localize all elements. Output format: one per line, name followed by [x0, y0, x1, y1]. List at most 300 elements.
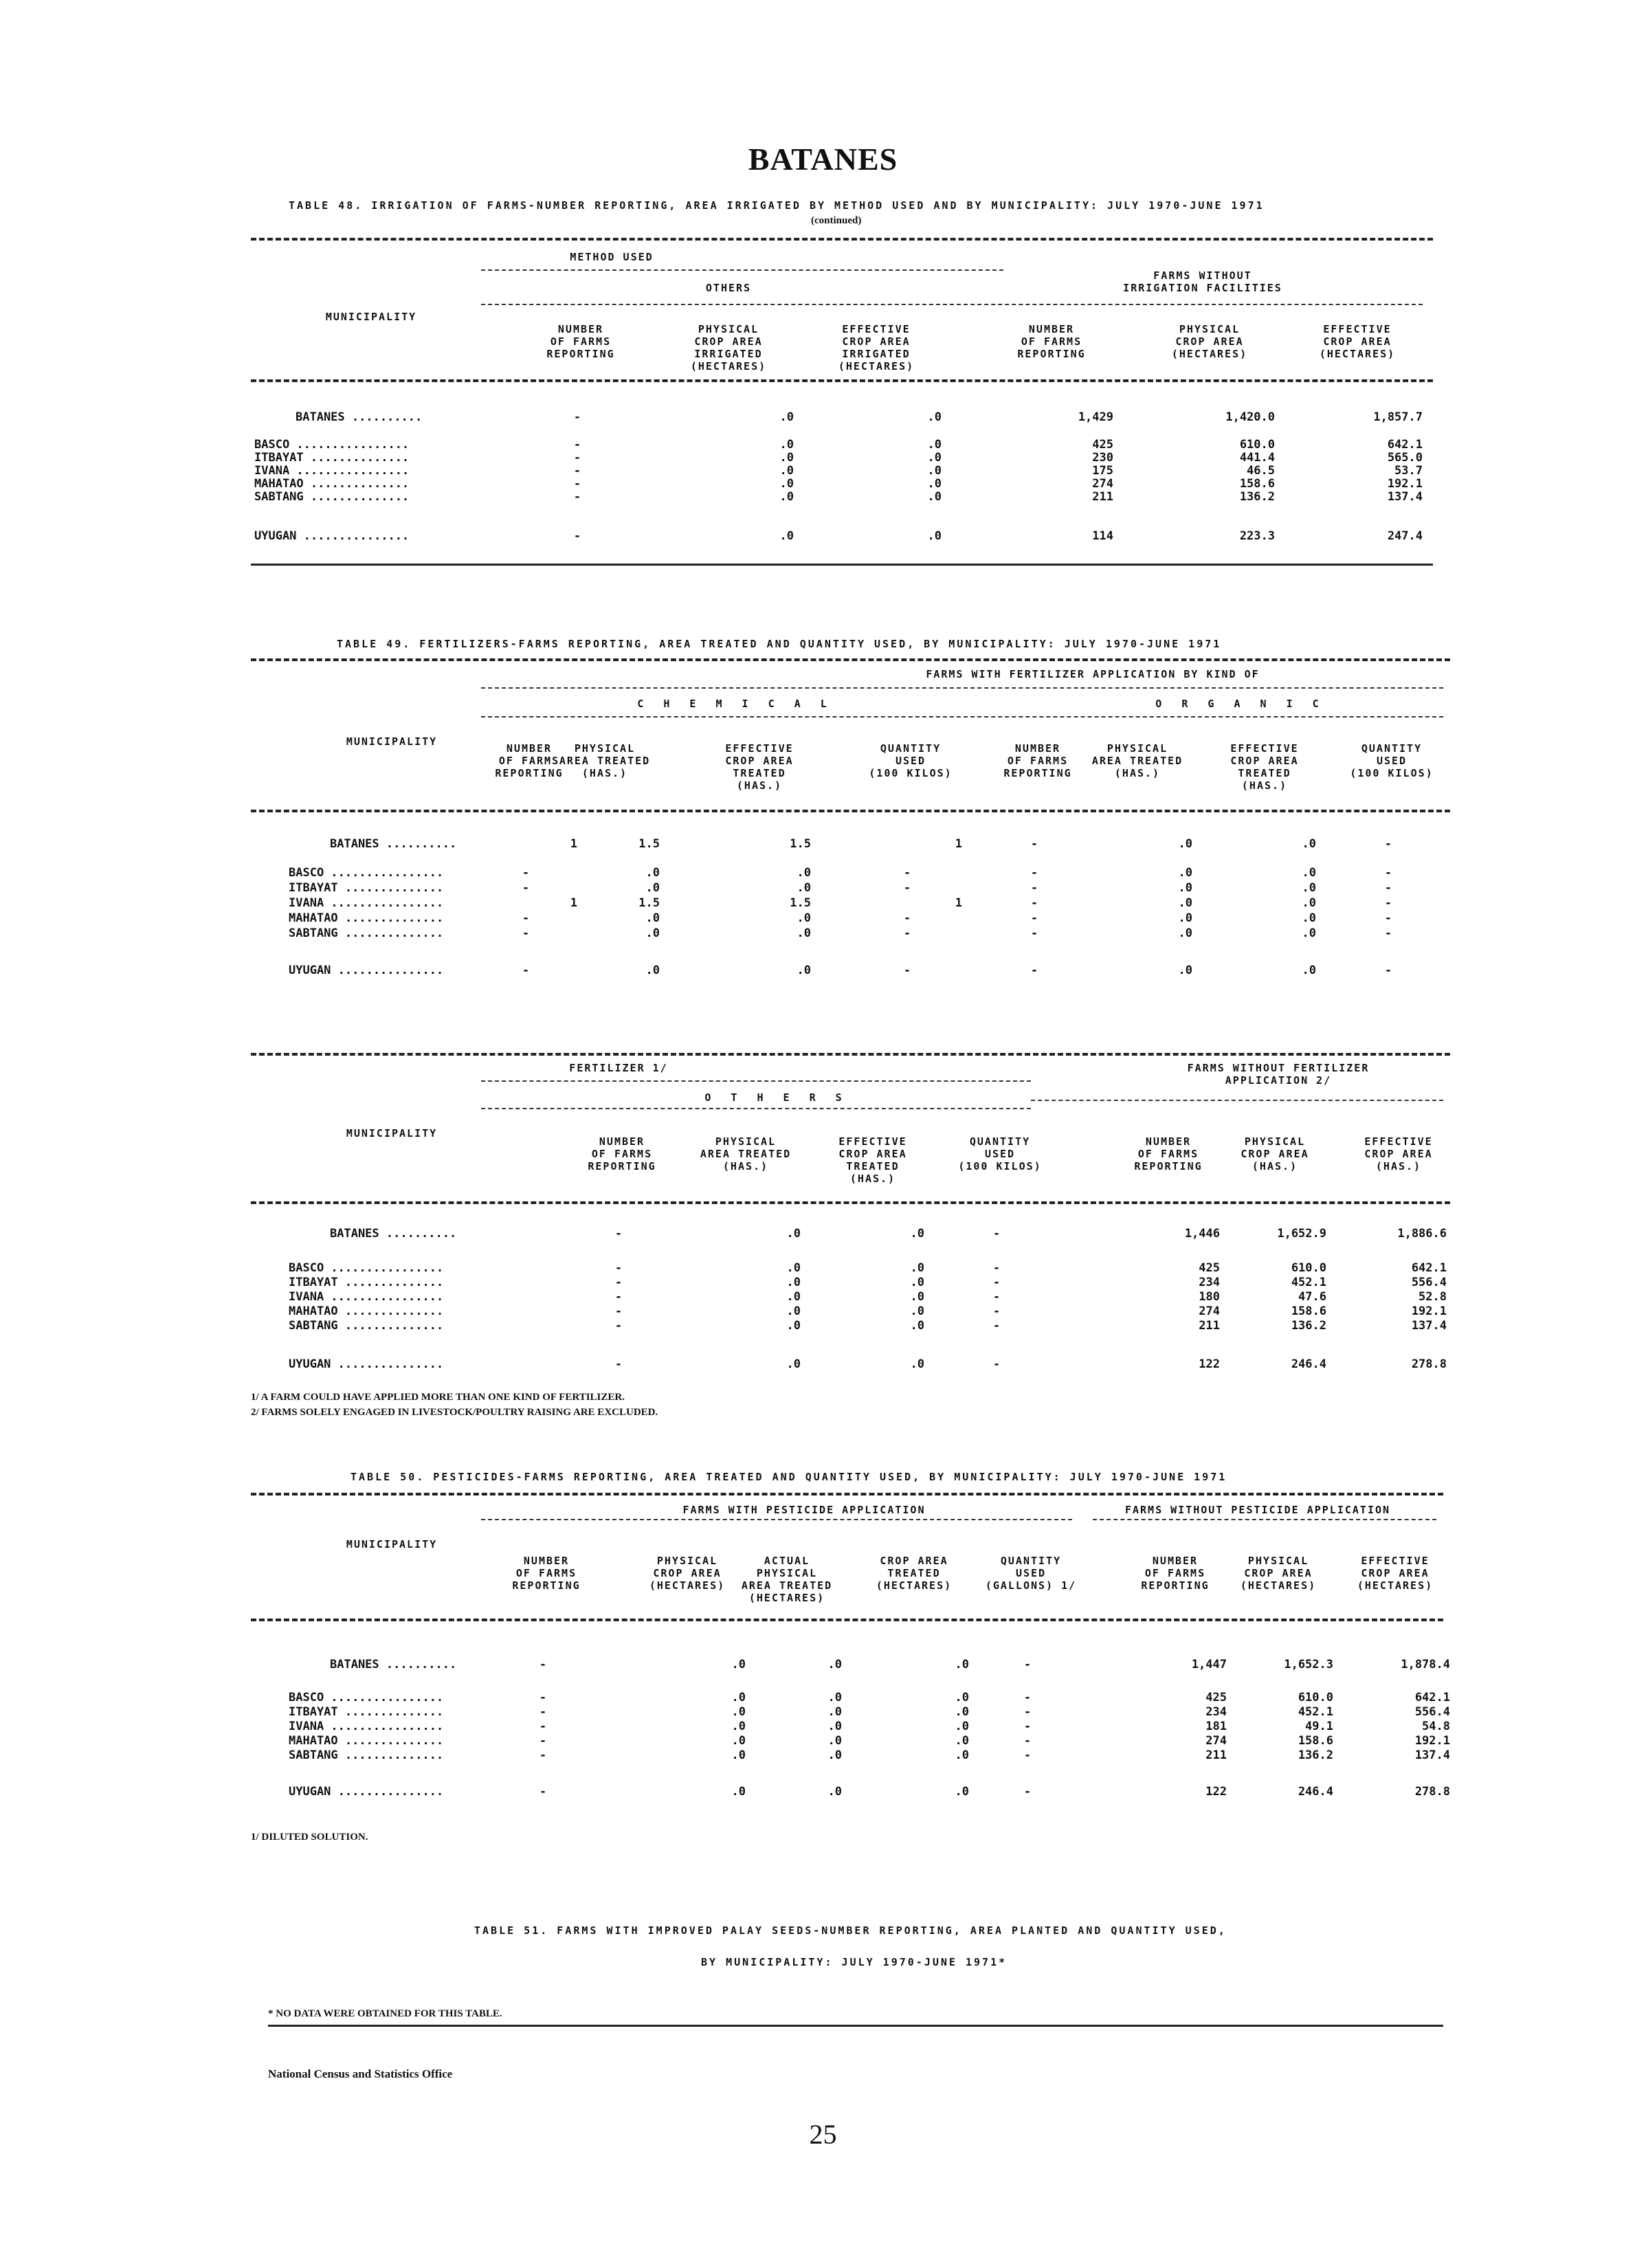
t49b-row-3-col-1: - [614, 1276, 623, 1289]
t49b-row-6-col-2: .0 [786, 1319, 801, 1333]
t50-row-5-municipality: MAHATAO .............. [289, 1734, 444, 1748]
t48-row-5-col-2: .0 [779, 477, 794, 491]
t49-column-header-1: NUMBER OF FARMS REPORTING [495, 742, 564, 779]
t48-column-header-3: EFFECTIVE CROP AREA IRRIGATED (HECTARES) [838, 323, 915, 373]
t49-column-header-3: EFFECTIVE CROP AREA TREATED (HAS.) [725, 742, 794, 792]
t49-row-6-municipality: SABTANG .............. [289, 926, 444, 940]
t48-row-2-col-1: - [573, 438, 581, 452]
t50-row-4-col-2: .0 [731, 1720, 746, 1733]
t50-row-5-col-6: 274 [1205, 1734, 1227, 1748]
t50-row-7-col-2: .0 [731, 1785, 746, 1799]
t49-row-5-municipality: MAHATAO .............. [289, 911, 444, 925]
t49b-row-5-col-3: .0 [910, 1304, 924, 1318]
t48-row-2-col-5: 610.0 [1239, 438, 1275, 452]
t49-row-5-col-3: .0 [797, 911, 811, 925]
t49-row-1-col-7: .0 [1302, 837, 1316, 851]
table-51-caption-line-2: BY MUNICIPALITY: JULY 1970-JUNE 1971* [701, 1956, 1008, 1968]
t48-row-4-municipality: IVANA ................ [254, 464, 410, 478]
t49b-row-1-col-5: 1,446 [1184, 1227, 1220, 1241]
table-51-note: * NO DATA WERE OBTAINED FOR THIS TABLE. [268, 2008, 502, 2019]
t50-row-4-municipality: IVANA ................ [289, 1720, 444, 1733]
t48-row-1-col-1: - [573, 410, 581, 424]
t49b-row-2-col-5: 425 [1199, 1261, 1220, 1275]
t50-row-6-col-1: - [539, 1748, 547, 1762]
t49b-row-3-col-6: 452.1 [1291, 1276, 1326, 1289]
t48-row-7-col-5: 223.3 [1239, 529, 1275, 543]
t49-row-6-col-4: - [903, 926, 911, 940]
table-49b-municipality-header: MUNICIPALITY [346, 1127, 438, 1139]
t49-row-5-col-1: - [522, 911, 530, 925]
table-48-rule [251, 564, 1433, 566]
t48-row-5-col-1: - [573, 477, 581, 491]
t49-column-header-7: EFFECTIVE CROP AREA TREATED (HAS.) [1230, 742, 1299, 792]
table-51-rule [268, 2025, 1443, 2027]
t50-row-3-col-7: 452.1 [1298, 1705, 1333, 1719]
t49b-row-6-col-5: 211 [1199, 1319, 1220, 1333]
t48-row-2-col-2: .0 [779, 438, 794, 452]
t48-row-5-col-3: .0 [927, 477, 942, 491]
t50-row-1-col-1: - [539, 1658, 547, 1671]
t50-row-1-municipality: BATANES .......... [330, 1658, 457, 1671]
table-49-rule [481, 687, 1443, 689]
t48-row-3-col-3: .0 [927, 451, 942, 465]
t48-row-7-col-4: 114 [1092, 529, 1113, 543]
t49b-row-4-col-6: 47.6 [1298, 1290, 1326, 1304]
t50-row-6-col-6: 211 [1205, 1748, 1227, 1762]
t50-row-4-col-8: 54.8 [1422, 1720, 1450, 1733]
t50-row-5-col-3: .0 [827, 1734, 842, 1748]
t49-row-1-col-1: 1 [570, 837, 577, 851]
t48-column-header-6: EFFECTIVE CROP AREA (HECTARES) [1319, 323, 1396, 360]
table-49-organic-header: O R G A N I C [1155, 698, 1326, 710]
t50-row-5-col-7: 158.6 [1298, 1734, 1333, 1748]
table-48-rule [481, 304, 1423, 305]
table-49-rule [481, 716, 1443, 718]
t49b-row-2-col-3: .0 [910, 1261, 924, 1275]
t49-row-3-col-5: - [1030, 881, 1038, 895]
table-49b-others-header: O T H E R S [704, 1091, 849, 1104]
table-48-municipality-header: MUNICIPALITY [325, 311, 417, 323]
t50-row-2-col-3: .0 [827, 1691, 842, 1704]
t48-row-6-col-3: .0 [927, 490, 942, 504]
t49-row-1-col-8: - [1384, 837, 1392, 851]
t48-row-1-col-2: .0 [779, 410, 794, 424]
t49-column-header-2: PHYSICAL AREA TREATED (HAS.) [559, 742, 651, 779]
t49b-row-5-col-1: - [614, 1304, 623, 1318]
t49-row-7-col-5: - [1030, 964, 1038, 977]
t49b-row-3-col-4: - [992, 1276, 1001, 1289]
t50-column-header-5: QUANTITY USED (GALLONS) 1/ [985, 1555, 1077, 1592]
table-49-chemical-header: C H E M I C A L [637, 698, 834, 710]
t50-row-3-col-4: .0 [955, 1705, 969, 1719]
t48-row-3-col-1: - [573, 451, 581, 465]
t48-row-3-col-5: 441.4 [1239, 451, 1275, 465]
table-48-rule [251, 379, 1433, 382]
t50-row-4-col-3: .0 [827, 1720, 842, 1733]
table-49b-rule [251, 1201, 1450, 1204]
table-48-others-header: OTHERS [705, 282, 752, 294]
t49-row-7-col-1: - [522, 964, 530, 977]
table-49b-rule [481, 1080, 1031, 1082]
t48-row-5-col-6: 192.1 [1387, 477, 1423, 491]
t50-row-3-col-8: 556.4 [1414, 1705, 1450, 1719]
t48-row-3-col-6: 565.0 [1387, 451, 1423, 465]
t49b-row-4-col-2: .0 [786, 1290, 801, 1304]
t49b-row-6-col-7: 137.4 [1411, 1319, 1447, 1333]
t50-row-4-col-4: .0 [955, 1720, 969, 1733]
t50-row-2-col-8: 642.1 [1414, 1691, 1450, 1704]
t50-column-header-2: PHYSICAL CROP AREA (HECTARES) [649, 1555, 726, 1592]
table-50-municipality-header: MUNICIPALITY [346, 1538, 438, 1550]
t49b-row-4-col-7: 52.8 [1419, 1290, 1447, 1304]
t50-row-3-col-2: .0 [731, 1705, 746, 1719]
t49b-row-2-col-2: .0 [786, 1261, 801, 1275]
t49-row-6-col-3: .0 [797, 926, 811, 940]
t50-row-6-municipality: SABTANG .............. [289, 1748, 444, 1762]
t50-column-header-7: PHYSICAL CROP AREA (HECTARES) [1240, 1555, 1317, 1592]
t48-row-4-col-3: .0 [927, 464, 942, 478]
t49-row-4-col-4: 1 [955, 896, 962, 910]
table-48-caption: TABLE 48. IRRIGATION OF FARMS-NUMBER REPORTING, AREA IRRIGATED BY METHOD USED AND BY MUNICIPALITY: JULY 1970-JUNE 1971 [289, 199, 1265, 212]
t49-row-1-col-5: - [1030, 837, 1038, 851]
t49b-row-3-col-2: .0 [786, 1276, 801, 1289]
t49b-row-4-col-4: - [992, 1290, 1001, 1304]
t49-column-header-6: PHYSICAL AREA TREATED (HAS.) [1091, 742, 1183, 779]
t50-row-3-col-5: - [1023, 1705, 1032, 1719]
t50-row-2-col-2: .0 [731, 1691, 746, 1704]
t50-row-3-col-6: 234 [1205, 1705, 1227, 1719]
table-49b-without-header: FARMS WITHOUT FERTILIZER APPLICATION 2/ [1187, 1062, 1370, 1087]
t50-row-7-municipality: UYUGAN ............... [289, 1785, 444, 1799]
t49-row-5-col-8: - [1384, 911, 1392, 925]
t49-row-6-col-1: - [522, 926, 530, 940]
t50-row-6-col-3: .0 [827, 1748, 842, 1762]
t48-row-6-col-5: 136.2 [1239, 490, 1275, 504]
t48-row-6-municipality: SABTANG .............. [254, 490, 410, 504]
t49-row-5-col-4: - [903, 911, 911, 925]
t49b-row-3-municipality: ITBAYAT .............. [289, 1276, 444, 1289]
t50-column-header-1: NUMBER OF FARMS REPORTING [512, 1555, 581, 1592]
t49b-row-7-col-2: .0 [786, 1357, 801, 1371]
t48-row-7-col-6: 247.4 [1387, 529, 1423, 543]
t50-row-6-col-5: - [1023, 1748, 1032, 1762]
t48-row-5-municipality: MAHATAO .............. [254, 477, 410, 491]
t49-row-4-col-8: - [1384, 896, 1392, 910]
footer-agency: National Census and Statistics Office [268, 2067, 453, 2080]
t49b-row-5-col-6: 158.6 [1291, 1304, 1326, 1318]
t48-row-7-col-1: - [573, 529, 581, 543]
table-48-without-header: FARMS WITHOUT IRRIGATION FACILITIES [1123, 269, 1282, 294]
t49b-row-7-col-1: - [614, 1357, 623, 1371]
t49-row-5-col-7: .0 [1302, 911, 1316, 925]
t48-row-7-municipality: UYUGAN ............... [254, 529, 410, 543]
t48-column-header-5: PHYSICAL CROP AREA (HECTARES) [1171, 323, 1248, 360]
table-48-method-header: METHOD USED [570, 251, 654, 263]
t48-row-3-col-4: 230 [1092, 451, 1113, 465]
t49b-column-header-1: NUMBER OF FARMS REPORTING [588, 1135, 656, 1172]
t49-row-6-col-5: - [1030, 926, 1038, 940]
t49b-row-7-col-6: 246.4 [1291, 1357, 1326, 1371]
t48-row-2-col-3: .0 [927, 438, 942, 452]
t48-column-header-2: PHYSICAL CROP AREA IRRIGATED (HECTARES) [690, 323, 767, 373]
t50-row-4-col-5: - [1023, 1720, 1032, 1733]
table-49-rule [251, 810, 1450, 812]
t48-row-2-col-6: 642.1 [1387, 438, 1423, 452]
table-49-top-header: FARMS WITH FERTILIZER APPLICATION BY KIND OF [926, 668, 1260, 680]
t49-row-3-col-3: .0 [797, 881, 811, 895]
t49-row-2-col-7: .0 [1302, 866, 1316, 880]
t50-row-3-col-1: - [539, 1705, 547, 1719]
t50-row-2-col-4: .0 [955, 1691, 969, 1704]
t49b-row-5-col-2: .0 [786, 1304, 801, 1318]
t49b-row-1-col-3: .0 [910, 1227, 924, 1241]
t49-column-header-4: QUANTITY USED (100 KILOS) [869, 742, 953, 779]
t49b-row-6-col-3: .0 [910, 1319, 924, 1333]
t48-row-5-col-4: 274 [1092, 477, 1113, 491]
t49-row-3-col-8: - [1384, 881, 1392, 895]
table-49-rule [251, 658, 1450, 661]
t49-row-7-col-4: - [903, 964, 911, 977]
t50-row-5-col-4: .0 [955, 1734, 969, 1748]
t48-row-2-municipality: BASCO ................ [254, 438, 410, 452]
t48-row-7-col-2: .0 [779, 529, 794, 543]
t48-row-1-col-5: 1,420.0 [1225, 410, 1275, 424]
t50-row-1-col-5: - [1023, 1658, 1032, 1671]
t49b-row-1-col-7: 1,886.6 [1397, 1227, 1447, 1241]
page-number: 25 [809, 2119, 837, 2150]
t49b-row-7-col-3: .0 [910, 1357, 924, 1371]
t50-row-1-col-4: .0 [955, 1658, 969, 1671]
t49-row-7-col-7: .0 [1302, 964, 1316, 977]
t49b-row-2-col-6: 610.0 [1291, 1261, 1326, 1275]
t50-row-6-col-7: 136.2 [1298, 1748, 1333, 1762]
table-49b-rule [481, 1108, 1031, 1109]
t49-row-2-col-6: .0 [1178, 866, 1192, 880]
t50-row-7-col-4: .0 [955, 1785, 969, 1799]
t48-row-2-col-4: 425 [1092, 438, 1113, 452]
t49-row-5-col-6: .0 [1178, 911, 1192, 925]
t49b-column-header-4: QUANTITY USED (100 KILOS) [958, 1135, 1042, 1172]
t50-row-2-col-1: - [539, 1691, 547, 1704]
t50-column-header-4: CROP AREA TREATED (HECTARES) [876, 1555, 953, 1592]
t50-row-3-municipality: ITBAYAT .............. [289, 1705, 444, 1719]
t49-row-4-col-2: 1.5 [638, 896, 660, 910]
t49b-row-7-col-7: 278.8 [1411, 1357, 1447, 1371]
t49-row-4-col-3: 1.5 [790, 896, 811, 910]
t48-row-4-col-2: .0 [779, 464, 794, 478]
table-49-footnote-2: 2/ FARMS SOLELY ENGAGED IN LIVESTOCK/POULTRY RAISING ARE EXCLUDED. [251, 1407, 658, 1418]
table-50-without-header: FARMS WITHOUT PESTICIDE APPLICATION [1124, 1504, 1391, 1516]
t49-row-2-col-5: - [1030, 866, 1038, 880]
t49b-row-3-col-3: .0 [910, 1276, 924, 1289]
t49b-row-2-col-7: 642.1 [1411, 1261, 1447, 1275]
t50-row-6-col-8: 137.4 [1414, 1748, 1450, 1762]
t49-row-4-col-5: - [1030, 896, 1038, 910]
t49b-row-4-municipality: IVANA ................ [289, 1290, 444, 1304]
t49b-column-header-5: NUMBER OF FARMS REPORTING [1134, 1135, 1203, 1172]
t50-row-4-col-1: - [539, 1720, 547, 1733]
t49b-row-5-col-5: 274 [1199, 1304, 1220, 1318]
t50-row-2-municipality: BASCO ................ [289, 1691, 444, 1704]
t50-row-2-col-7: 610.0 [1298, 1691, 1333, 1704]
t50-row-1-col-7: 1,652.3 [1284, 1658, 1333, 1671]
t48-column-header-4: NUMBER OF FARMS REPORTING [1017, 323, 1086, 360]
t50-row-5-col-1: - [539, 1734, 547, 1748]
t49b-row-4-col-3: .0 [910, 1290, 924, 1304]
page-title: BATANES [748, 142, 898, 177]
table-48-rule [481, 269, 1003, 271]
table-50-footnote: 1/ DILUTED SOLUTION. [251, 1832, 368, 1843]
t49b-row-5-municipality: MAHATAO .............. [289, 1304, 444, 1318]
t49-row-2-col-2: .0 [645, 866, 660, 880]
t48-row-3-municipality: ITBAYAT .............. [254, 451, 410, 465]
t48-row-1-col-6: 1,857.7 [1373, 410, 1423, 424]
t50-row-2-col-6: 425 [1205, 1691, 1227, 1704]
t49-column-header-8: QUANTITY USED (100 KILOS) [1350, 742, 1434, 779]
t49-row-6-col-2: .0 [645, 926, 660, 940]
t49-row-5-col-5: - [1030, 911, 1038, 925]
t49-row-2-municipality: BASCO ................ [289, 866, 444, 880]
t49b-row-7-col-4: - [992, 1357, 1001, 1371]
t49b-row-3-col-7: 556.4 [1411, 1276, 1447, 1289]
t49b-row-7-col-5: 122 [1199, 1357, 1220, 1371]
t50-row-1-col-6: 1,447 [1191, 1658, 1227, 1671]
t49b-row-6-col-1: - [614, 1319, 623, 1333]
t49b-row-6-col-4: - [992, 1319, 1001, 1333]
t48-row-6-col-1: - [573, 490, 581, 504]
table-50-rule [481, 1519, 1072, 1520]
table-51-caption-line-1: TABLE 51. FARMS WITH IMPROVED PALAY SEEDS-NUMBER REPORTING, AREA PLANTED AND QUANTITY USED, [474, 1924, 1227, 1937]
table-49-footnote-1: 1/ A FARM COULD HAVE APPLIED MORE THAN ONE KIND OF FERTILIZER. [251, 1392, 625, 1403]
t49-row-3-municipality: ITBAYAT .............. [289, 881, 444, 895]
t50-row-6-col-2: .0 [731, 1748, 746, 1762]
t49b-row-1-col-4: - [992, 1227, 1001, 1241]
t49b-row-2-col-4: - [992, 1261, 1001, 1275]
t49-row-1-col-2: 1.5 [638, 837, 660, 851]
table-49-municipality-header: MUNICIPALITY [346, 735, 438, 748]
t48-column-header-1: NUMBER OF FARMS REPORTING [546, 323, 615, 360]
t50-row-5-col-8: 192.1 [1414, 1734, 1450, 1748]
t48-row-3-col-2: .0 [779, 451, 794, 465]
table-50-rule [251, 1493, 1443, 1496]
t48-row-4-col-6: 53.7 [1394, 464, 1423, 478]
table-50-rule [1093, 1519, 1436, 1520]
t48-row-6-col-2: .0 [779, 490, 794, 504]
table-49-caption: TABLE 49. FERTILIZERS-FARMS REPORTING, AREA TREATED AND QUANTITY USED, BY MUNICIPALITY: JULY 1970-JUNE 1971 [337, 638, 1222, 650]
t49-row-1-municipality: BATANES .......... [330, 837, 457, 851]
t48-row-6-col-4: 211 [1092, 490, 1113, 504]
t49-row-2-col-1: - [522, 866, 530, 880]
t50-column-header-3: ACTUAL PHYSICAL AREA TREATED (HECTARES) [741, 1555, 833, 1604]
t49-row-3-col-4: - [903, 881, 911, 895]
t49b-column-header-3: EFFECTIVE CROP AREA TREATED (HAS.) [838, 1135, 907, 1185]
table-49b-rule [1031, 1100, 1443, 1101]
t49b-row-5-col-4: - [992, 1304, 1001, 1318]
t49-row-1-col-3: 1.5 [790, 837, 811, 851]
t49b-row-4-col-5: 180 [1199, 1290, 1220, 1304]
table-49b-rule [251, 1053, 1450, 1056]
t48-row-5-col-5: 158.6 [1239, 477, 1275, 491]
t50-row-4-col-7: 49.1 [1305, 1720, 1333, 1733]
t48-row-6-col-6: 137.4 [1387, 490, 1423, 504]
t49-row-4-col-6: .0 [1178, 896, 1192, 910]
t49b-column-header-7: EFFECTIVE CROP AREA (HAS.) [1364, 1135, 1433, 1172]
t50-column-header-8: EFFECTIVE CROP AREA (HECTARES) [1357, 1555, 1434, 1592]
t48-row-1-col-3: .0 [927, 410, 942, 424]
t50-row-7-col-7: 246.4 [1298, 1785, 1333, 1799]
t48-row-1-col-4: 1,429 [1078, 410, 1113, 424]
t49-row-4-municipality: IVANA ................ [289, 896, 444, 910]
t50-row-7-col-5: - [1023, 1785, 1032, 1799]
t49b-row-4-col-1: - [614, 1290, 623, 1304]
t50-row-6-col-4: .0 [955, 1748, 969, 1762]
t49-row-7-col-3: .0 [797, 964, 811, 977]
t49b-row-2-col-1: - [614, 1261, 623, 1275]
t49b-row-1-col-2: .0 [786, 1227, 801, 1241]
t49b-row-1-col-1: - [614, 1227, 623, 1241]
t49-row-3-col-2: .0 [645, 881, 660, 895]
t49b-row-6-col-6: 136.2 [1291, 1319, 1326, 1333]
t49-row-5-col-2: .0 [645, 911, 660, 925]
t49b-row-2-municipality: BASCO ................ [289, 1261, 444, 1275]
t49-row-7-municipality: UYUGAN ............... [289, 964, 444, 977]
table-50-caption: TABLE 50. PESTICIDES-FARMS REPORTING, AREA TREATED AND QUANTITY USED, BY MUNICIPALITY: JULY 1970-JUNE 1971 [351, 1471, 1227, 1483]
t49-row-7-col-8: - [1384, 964, 1392, 977]
t49b-column-header-6: PHYSICAL CROP AREA (HAS.) [1241, 1135, 1309, 1172]
t48-row-1-municipality: BATANES .......... [296, 410, 423, 424]
t49b-column-header-2: PHYSICAL AREA TREATED (HAS.) [700, 1135, 792, 1172]
t49-column-header-5: NUMBER OF FARMS REPORTING [1003, 742, 1072, 779]
table-50-with-header: FARMS WITH PESTICIDE APPLICATION [682, 1504, 926, 1516]
t50-row-3-col-3: .0 [827, 1705, 842, 1719]
t49-row-2-col-8: - [1384, 866, 1392, 880]
t50-column-header-6: NUMBER OF FARMS REPORTING [1141, 1555, 1210, 1592]
t49b-row-1-col-6: 1,652.9 [1277, 1227, 1326, 1241]
t50-row-7-col-1: - [539, 1785, 547, 1799]
t48-row-7-col-3: .0 [927, 529, 942, 543]
t50-row-2-col-5: - [1023, 1691, 1032, 1704]
t49-row-7-col-6: .0 [1178, 964, 1192, 977]
t50-row-1-col-3: .0 [827, 1658, 842, 1671]
t50-row-1-col-8: 1,878.4 [1401, 1658, 1450, 1671]
t49b-row-7-municipality: UYUGAN ............... [289, 1357, 444, 1371]
t49b-row-5-col-7: 192.1 [1411, 1304, 1447, 1318]
t49-row-1-col-4: 1 [955, 837, 962, 851]
t48-row-4-col-1: - [573, 464, 581, 478]
table-50-rule [251, 1619, 1443, 1621]
table-49b-fertilizer-header: FERTILIZER 1/ [569, 1062, 668, 1074]
t50-row-1-col-2: .0 [731, 1658, 746, 1671]
t49-row-6-col-6: .0 [1178, 926, 1192, 940]
t48-row-4-col-4: 175 [1092, 464, 1113, 478]
t49b-row-3-col-5: 234 [1199, 1276, 1220, 1289]
t50-row-7-col-3: .0 [827, 1785, 842, 1799]
t49-row-4-col-7: .0 [1302, 896, 1316, 910]
table-48-top-rule [251, 238, 1433, 241]
t50-row-5-col-5: - [1023, 1734, 1032, 1748]
t49-row-3-col-1: - [522, 881, 530, 895]
t49-row-7-col-2: .0 [645, 964, 660, 977]
t49-row-2-col-3: .0 [797, 866, 811, 880]
t49-row-1-col-6: .0 [1178, 837, 1192, 851]
t50-row-7-col-8: 278.8 [1414, 1785, 1450, 1799]
t50-row-4-col-6: 181 [1205, 1720, 1227, 1733]
t49-row-2-col-4: - [903, 866, 911, 880]
t49-row-3-col-6: .0 [1178, 881, 1192, 895]
t50-row-5-col-2: .0 [731, 1734, 746, 1748]
t49-row-4-col-1: 1 [570, 896, 577, 910]
t49-row-6-col-8: - [1384, 926, 1392, 940]
